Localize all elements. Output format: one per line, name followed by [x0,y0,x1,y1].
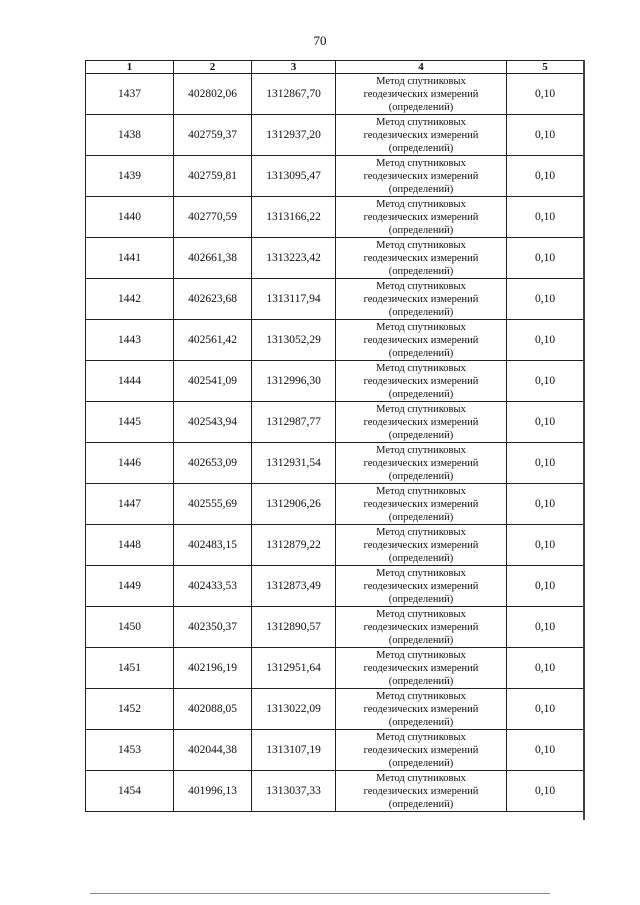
table-row [86,566,584,607]
method-cell [336,74,507,115]
y-coordinate-cell: 1313166,22 [252,197,336,238]
method-cell [336,402,507,443]
method-line: геодезических измерений [363,744,479,756]
method-line: (определений) [388,265,454,277]
y-coordinate-cell: 1313117,94 [252,279,336,320]
method-line: (определений) [388,716,454,728]
table-row [86,156,584,197]
method-line: (определений) [388,511,454,523]
point-number-cell: 1452 [86,689,174,730]
accuracy-cell: 0,10 [507,607,584,648]
method-line: Метод спутниковых [376,75,466,87]
method-line: Метод спутниковых [376,280,466,292]
y-coordinate-cell: 1312906,26 [252,484,336,525]
column-header: 1 [86,61,174,74]
table-body [86,74,584,812]
y-coordinate-cell: 1313107,19 [252,730,336,771]
accuracy-cell: 0,10 [507,115,584,156]
column-header: 5 [507,61,584,74]
accuracy-cell: 0,10 [507,156,584,197]
method-line: (определений) [388,675,454,687]
method-line: Метод спутниковых [376,772,466,784]
table-row [86,115,584,156]
bottom-rule [90,893,550,894]
x-coordinate-cell: 402088,05 [174,689,252,730]
x-coordinate-cell: 402770,59 [174,197,252,238]
method-line: (определений) [388,634,454,646]
y-coordinate-cell: 1312937,20 [252,115,336,156]
method-line: (определений) [388,552,454,564]
method-line: геодезических измерений [363,170,479,182]
method-line: геодезических измерений [363,539,479,551]
method-line: Метод спутниковых [376,157,466,169]
x-coordinate-cell: 402802,06 [174,74,252,115]
point-number-cell: 1447 [86,484,174,525]
method-line: геодезических измерений [363,129,479,141]
table-row [86,238,584,279]
method-line: Метод спутниковых [376,649,466,661]
method-cell [336,443,507,484]
point-number-cell: 1454 [86,771,174,812]
x-coordinate-cell: 402433,53 [174,566,252,607]
method-cell [336,361,507,402]
table-row [86,279,584,320]
point-number-cell: 1437 [86,74,174,115]
method-line: геодезических измерений [363,621,479,633]
method-cell [336,771,507,812]
point-number-cell: 1441 [86,238,174,279]
accuracy-cell: 0,10 [507,443,584,484]
point-number-cell: 1443 [86,320,174,361]
method-line: Метод спутниковых [376,485,466,497]
method-cell [336,115,507,156]
x-coordinate-cell: 402759,37 [174,115,252,156]
method-line: Метод спутниковых [376,526,466,538]
point-number-cell: 1450 [86,607,174,648]
y-coordinate-cell: 1312873,49 [252,566,336,607]
table-row [86,443,584,484]
y-coordinate-cell: 1312931,54 [252,443,336,484]
y-coordinate-cell: 1313095,47 [252,156,336,197]
x-coordinate-cell: 402555,69 [174,484,252,525]
x-coordinate-cell: 402623,68 [174,279,252,320]
method-cell [336,279,507,320]
method-line: (определений) [388,470,454,482]
x-coordinate-cell: 402561,42 [174,320,252,361]
method-line: геодезических измерений [363,252,479,264]
method-line: геодезических измерений [363,580,479,592]
y-coordinate-cell: 1313022,09 [252,689,336,730]
y-coordinate-cell: 1312867,70 [252,74,336,115]
method-line: геодезических измерений [363,785,479,797]
column-header: 4 [336,61,507,74]
x-coordinate-cell: 402541,09 [174,361,252,402]
method-line: (определений) [388,798,454,810]
point-number-cell: 1442 [86,279,174,320]
method-line: геодезических измерений [363,662,479,674]
point-number-cell: 1448 [86,525,174,566]
method-line: (определений) [388,593,454,605]
method-line: (определений) [388,429,454,441]
method-line: геодезических измерений [363,416,479,428]
table-row [86,361,584,402]
method-line: геодезических измерений [363,375,479,387]
point-number-cell: 1446 [86,443,174,484]
y-coordinate-cell: 1313223,42 [252,238,336,279]
method-line: геодезических измерений [363,703,479,715]
method-line: Метод спутниковых [376,116,466,128]
accuracy-cell: 0,10 [507,484,584,525]
x-coordinate-cell: 401996,13 [174,771,252,812]
method-cell [336,648,507,689]
y-coordinate-cell: 1312951,64 [252,648,336,689]
y-coordinate-cell: 1313052,29 [252,320,336,361]
method-line: Метод спутниковых [376,608,466,620]
column-header: 3 [252,61,336,74]
point-number-cell: 1451 [86,648,174,689]
point-number-cell: 1445 [86,402,174,443]
accuracy-cell: 0,10 [507,689,584,730]
coordinates-table [85,60,584,812]
table-row [86,771,584,812]
y-coordinate-cell: 1312996,30 [252,361,336,402]
method-line: Метод спутниковых [376,444,466,456]
point-number-cell: 1449 [86,566,174,607]
point-number-cell: 1440 [86,197,174,238]
method-line: Метод спутниковых [376,403,466,415]
column-header: 2 [174,61,252,74]
accuracy-cell: 0,10 [507,74,584,115]
method-cell [336,197,507,238]
method-line: (определений) [388,142,454,154]
point-number-cell: 1438 [86,115,174,156]
table-edge-line [583,60,585,820]
table-row [86,648,584,689]
x-coordinate-cell: 402759,81 [174,156,252,197]
method-cell [336,484,507,525]
accuracy-cell: 0,10 [507,730,584,771]
method-cell [336,689,507,730]
accuracy-cell: 0,10 [507,279,584,320]
method-line: (определений) [388,347,454,359]
x-coordinate-cell: 402044,38 [174,730,252,771]
method-line: геодезических измерений [363,334,479,346]
method-cell [336,238,507,279]
accuracy-cell: 0,10 [507,238,584,279]
method-cell [336,525,507,566]
method-line: Метод спутниковых [376,690,466,702]
method-line: (определений) [388,388,454,400]
table-row [86,197,584,238]
method-line: (определений) [388,224,454,236]
x-coordinate-cell: 402543,94 [174,402,252,443]
table-row [86,689,584,730]
method-line: геодезических измерений [363,293,479,305]
method-cell [336,730,507,771]
table-header-row [86,61,584,74]
y-coordinate-cell: 1312879,22 [252,525,336,566]
method-cell [336,607,507,648]
y-coordinate-cell: 1312987,77 [252,402,336,443]
point-number-cell: 1444 [86,361,174,402]
method-line: Метод спутниковых [376,239,466,251]
method-line: геодезических измерений [363,498,479,510]
accuracy-cell: 0,10 [507,320,584,361]
point-number-cell: 1439 [86,156,174,197]
accuracy-cell: 0,10 [507,361,584,402]
point-number-cell: 1453 [86,730,174,771]
method-line: геодезических измерений [363,457,479,469]
method-line: (определений) [388,101,454,113]
method-cell [336,156,507,197]
y-coordinate-cell: 1312890,57 [252,607,336,648]
method-line: Метод спутниковых [376,321,466,333]
method-cell [336,566,507,607]
x-coordinate-cell: 402196,19 [174,648,252,689]
method-line: Метод спутниковых [376,567,466,579]
x-coordinate-cell: 402653,09 [174,443,252,484]
accuracy-cell: 0,10 [507,402,584,443]
method-line: (определений) [388,183,454,195]
table-row [86,484,584,525]
method-line: Метод спутниковых [376,362,466,374]
method-line: Метод спутниковых [376,731,466,743]
table-row [86,74,584,115]
method-line: геодезических измерений [363,211,479,223]
x-coordinate-cell: 402661,38 [174,238,252,279]
page-number: 70 [313,33,327,48]
x-coordinate-cell: 402350,37 [174,607,252,648]
method-line: геодезических измерений [363,88,479,100]
method-cell [336,320,507,361]
accuracy-cell: 0,10 [507,525,584,566]
y-coordinate-cell: 1313037,33 [252,771,336,812]
method-line: (определений) [388,306,454,318]
accuracy-cell: 0,10 [507,566,584,607]
method-line: Метод спутниковых [376,198,466,210]
table-row [86,320,584,361]
accuracy-cell: 0,10 [507,197,584,238]
table-row [86,402,584,443]
table-row [86,525,584,566]
table-row [86,607,584,648]
method-line: (определений) [388,757,454,769]
table-row [86,730,584,771]
accuracy-cell: 0,10 [507,648,584,689]
x-coordinate-cell: 402483,15 [174,525,252,566]
accuracy-cell: 0,10 [507,771,584,812]
